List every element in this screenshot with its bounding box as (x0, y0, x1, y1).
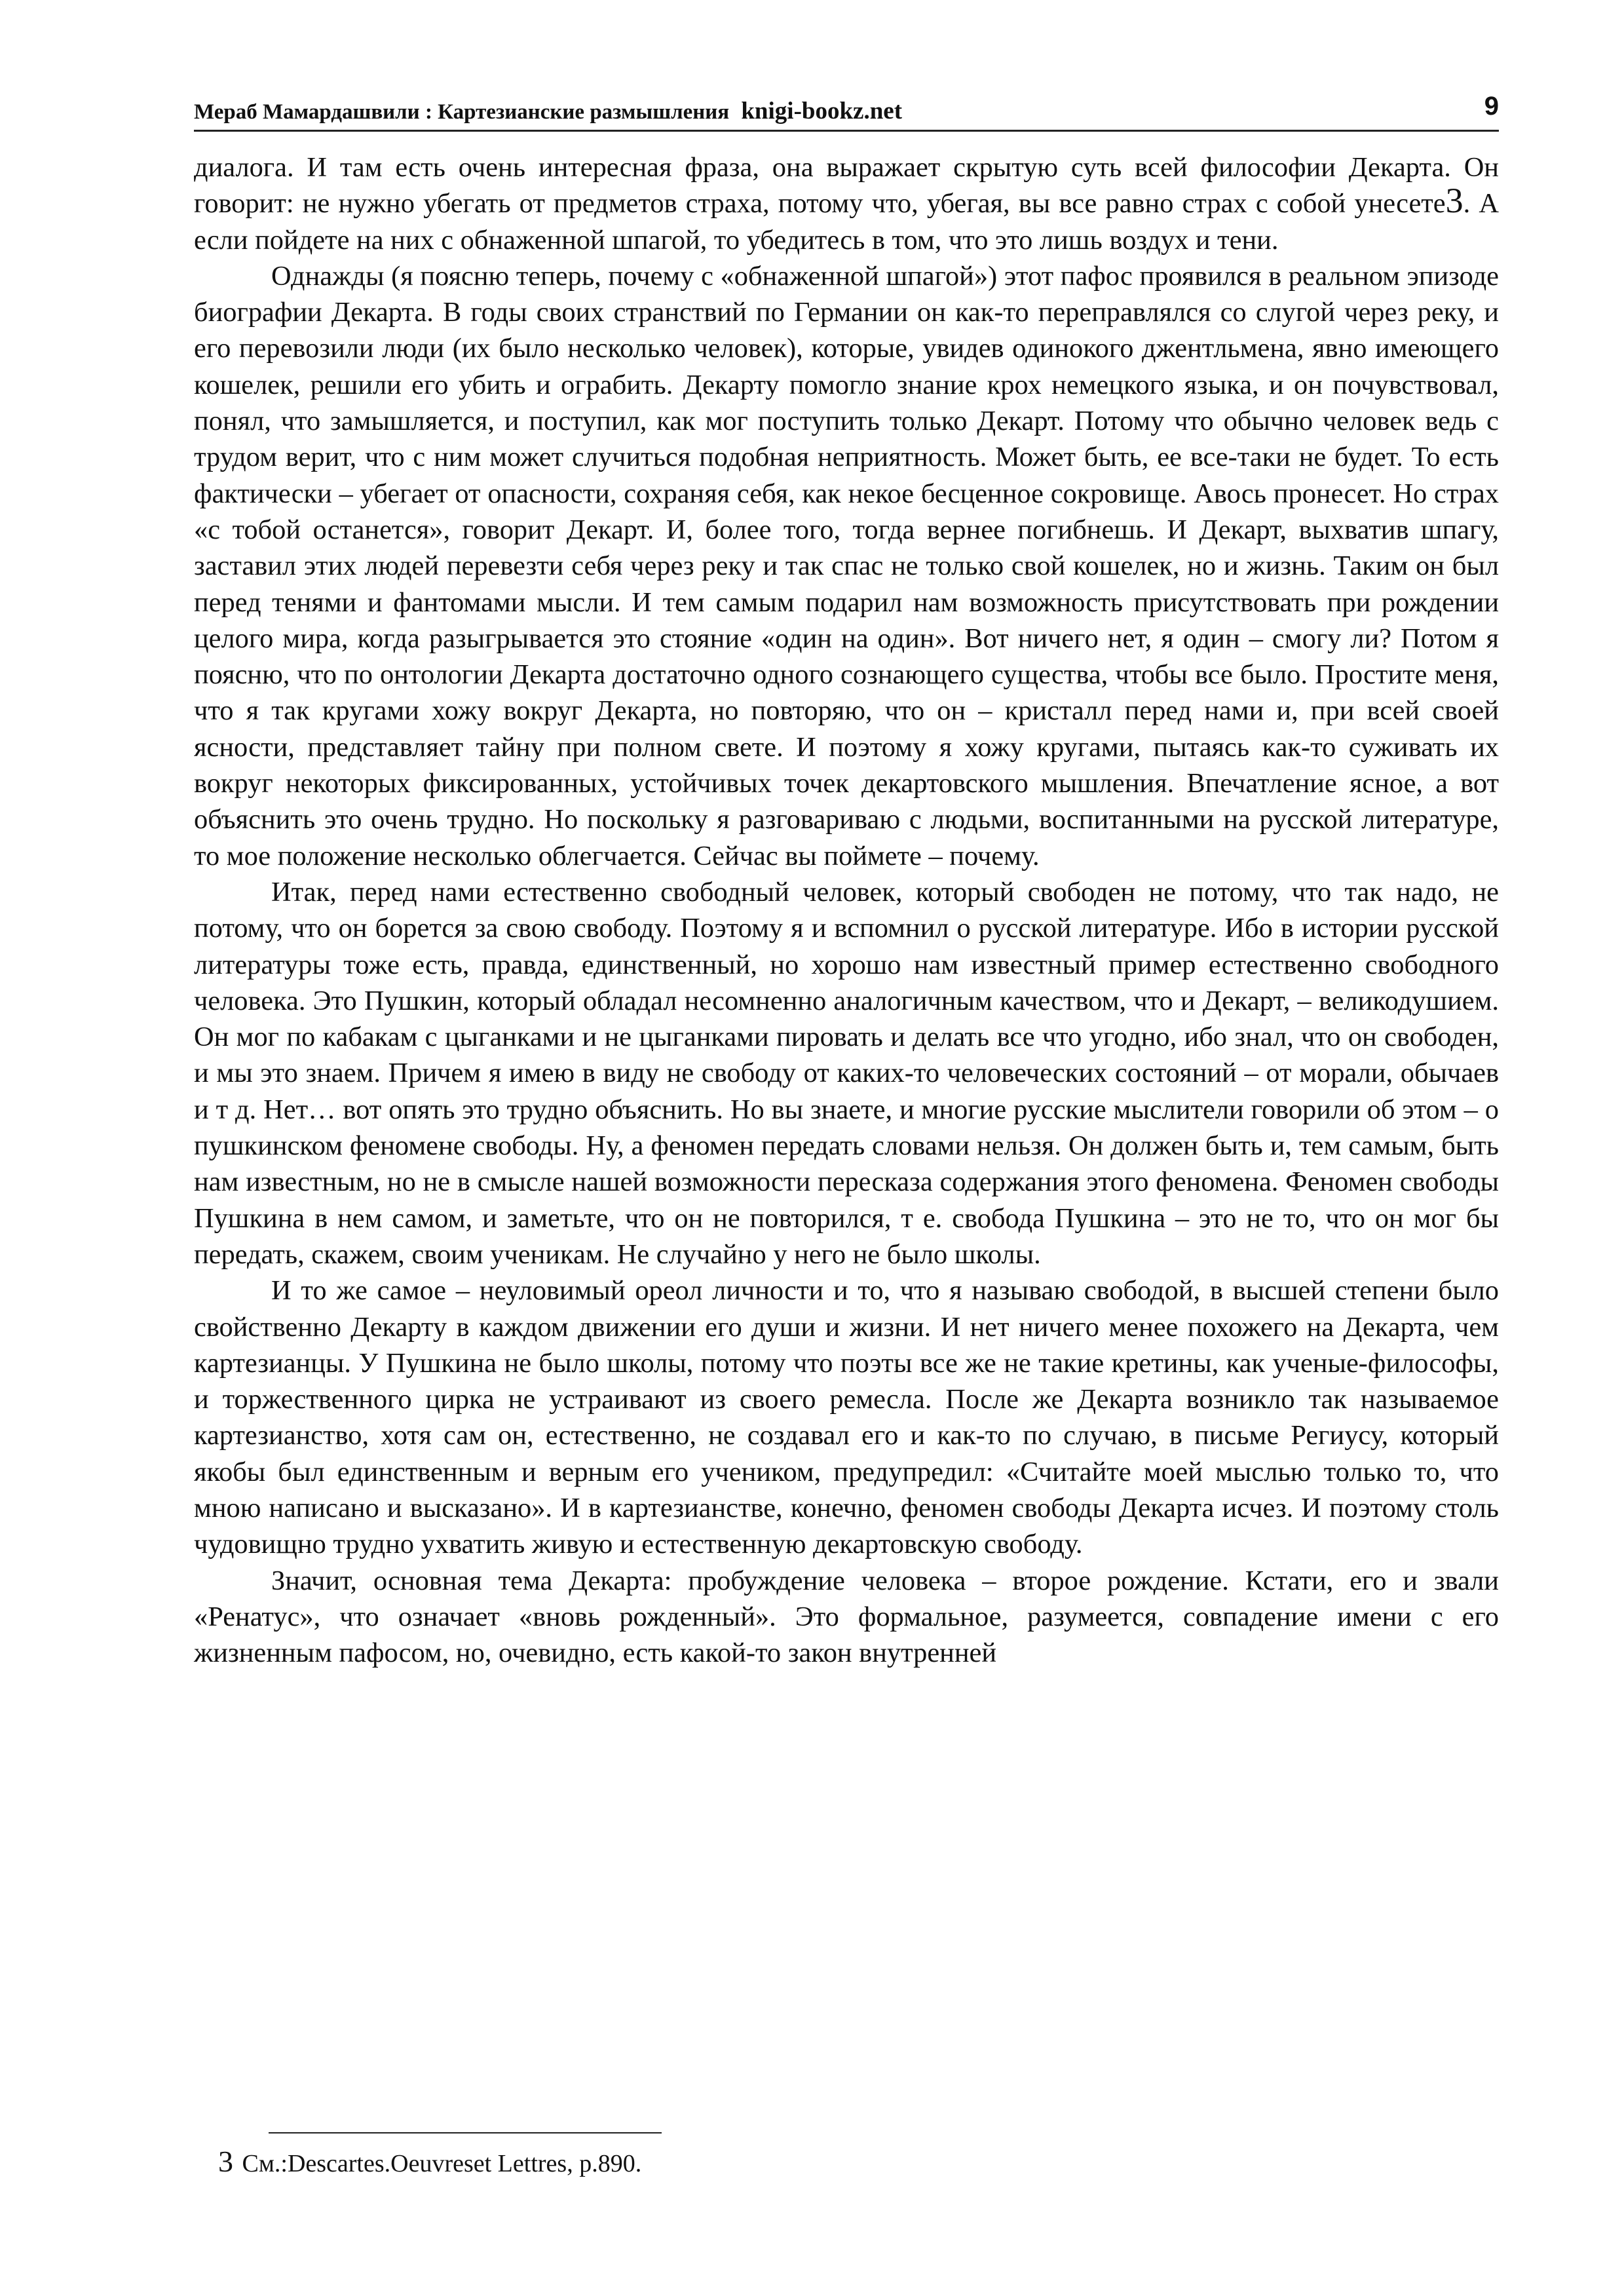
running-head (194, 97, 902, 125)
paragraph-1-text: диалога. И там есть очень интересная фраза, она выражает скрытую суть всей философии Декарта. Он говорит: не нужно убегать от предметов страха, потому что, убегая, вы все равно страх с собой унесете (194, 152, 1499, 220)
footnote-reference: 3 (1445, 181, 1463, 221)
footnote (218, 2144, 641, 2179)
paragraph-5: Значит, основная тема Декарта: пробуждение человека – второе рождение. Кстати, его и звали «Ренатус», что означает «вновь рожденный». Это формальное, разумеется, совпадение имени с его жизненным пафосом, но, очевидно, есть какой-то закон внутренней (194, 1565, 1499, 1669)
footnote-divider (269, 2132, 662, 2133)
paragraph-1-text-cont: . А если пойдете на них с обнаженной шпагой, то убедитесь в том, что это лишь воздух и тени. (194, 188, 1499, 256)
paragraph-1 (194, 149, 1499, 258)
header-site: knigi-bookz.net (741, 98, 903, 124)
footnote-mark: 3 (218, 2145, 233, 2178)
header-title: Мераб Мамардашвили : Картезианские размышления (194, 100, 730, 124)
paragraph-4: И то же самое – неуловимый ореол личности и то, что я называю свободой, в высшей степени было свойственно Декарту в каждом движении его души и жизни. И нет ничего менее похожего на Декарта, чем картезианцы. У Пушкина не было школы, потому что поэты все же не такие кретины, как ученые-философы, и торжественного цирка не устраивают из своего ремесла. После же Декарта возникло так называемое картезианство, хотя сам он, естественно, не создавал его и как-то по случаю, в письме Региусу, который якобы был единственным и верным его учеником, предупредил: «Считайте моей мыслью только то, что мною написано и высказано». И в картезианстве, конечно, феномен свободы Декарта исчез. И поэтому столь чудовищно трудно ухватить живую и естественную декартовскую свободу. (194, 1275, 1499, 1560)
page-number: 9 (1484, 92, 1499, 121)
main-text (194, 149, 1499, 1671)
paragraph-3: Итак, перед нами естественно свободный человек, который свободен не потому, что так надо, не потому, что он борется за свою свободу. Поэтому я и вспомнил о русской литературе. Ибо в истории русской литературы тоже есть, правда, единственный, но хорошо нам известный пример естественно свободного человека. Это Пушкин, который обладал несомненно аналогичным качеством, что и Декарт, – великодушием. Он мог по кабакам с цыганками и не цыганками пировать и делать все что угодно, ибо знал, что он свободен, и мы это знаем. Причем я имею в виду не свободу от каких-то человеческих состояний – от морали, обычаев и т д. Нет… вот опять это трудно объяснить. Но вы знаете, и многие русские мыслители говорили об этом – о пушкинском феномене свободы. Ну, а феномен передать словами нельзя. Он должен быть и, тем самым, быть нам известным, но не в смысле нашей возможности пересказа содержания этого феномена. Феномен свободы Пушкина в нем самом, и заметьте, что он не повторился, т е. свобода Пушкина – это не то, что он мог бы передать, скажем, своим ученикам. Не случайно у него не было школы. (194, 876, 1499, 1270)
footnote-text: См.:Descartes.Oeuvreset Lettres, p.890. (242, 2150, 642, 2177)
paragraph-2: Однажды (я поясню теперь, почему с «обнаженной шпагой») этот пафос проявился в реальном эпизоде биографии Декарта. В годы своих странствий по Германии он как-то переправлялся со слугой через реку, и его перевозили люди (их было несколько человек), которые, увидев одинокого джентльмена, явно имеющего кошелек, решили его убить и ограбить. Декарту помогло знание крох немецкого языка, и он почувствовал, понял, что замышляется, и поступил, как мог поступить только Декарт. Потому что обычно человек ведь с трудом верит, что с ним может случиться подобная неприятность. Может быть, ее все-таки не будет. То есть фактически – убегает от опасности, сохраняя себя, как некое бесценное сокровище. Авось пронесет. Но страх «с тобой останется», говорит Декарт. И, более того, тогда вернее погибнешь. И Декарт, выхватив шпагу, заставил этих людей перевезти себя через реку и так спас не только свой кошелек, но и жизнь. Таким он был перед тенями и фантомами мысли. И тем самым подарил нам возможность присутствовать при рождении целого мира, когда разыгрывается это стояние «один на один». Вот ничего нет, я один – смогу ли? Потом я поясню, что по онтологии Декарта достаточно одного сознающего существа, чтобы все было. Простите меня, что я так кругами хожу вокруг Декарта, но повторяю, что он – кристалл перед нами и, при всей своей ясности, представляет тайну при полном свете. И поэтому я хожу кругами, пытаясь как-то суживать их вокруг некоторых фиксированных, устойчивых точек декартовского мышления. Впечатление ясное, а вот объяснить это очень трудно. Но поскольку я разговариваю с людьми, воспитанными на русской литературе, то мое положение несколько облегчается. Сейчас вы поймете – почему. (194, 260, 1499, 871)
page-header (194, 90, 1499, 132)
